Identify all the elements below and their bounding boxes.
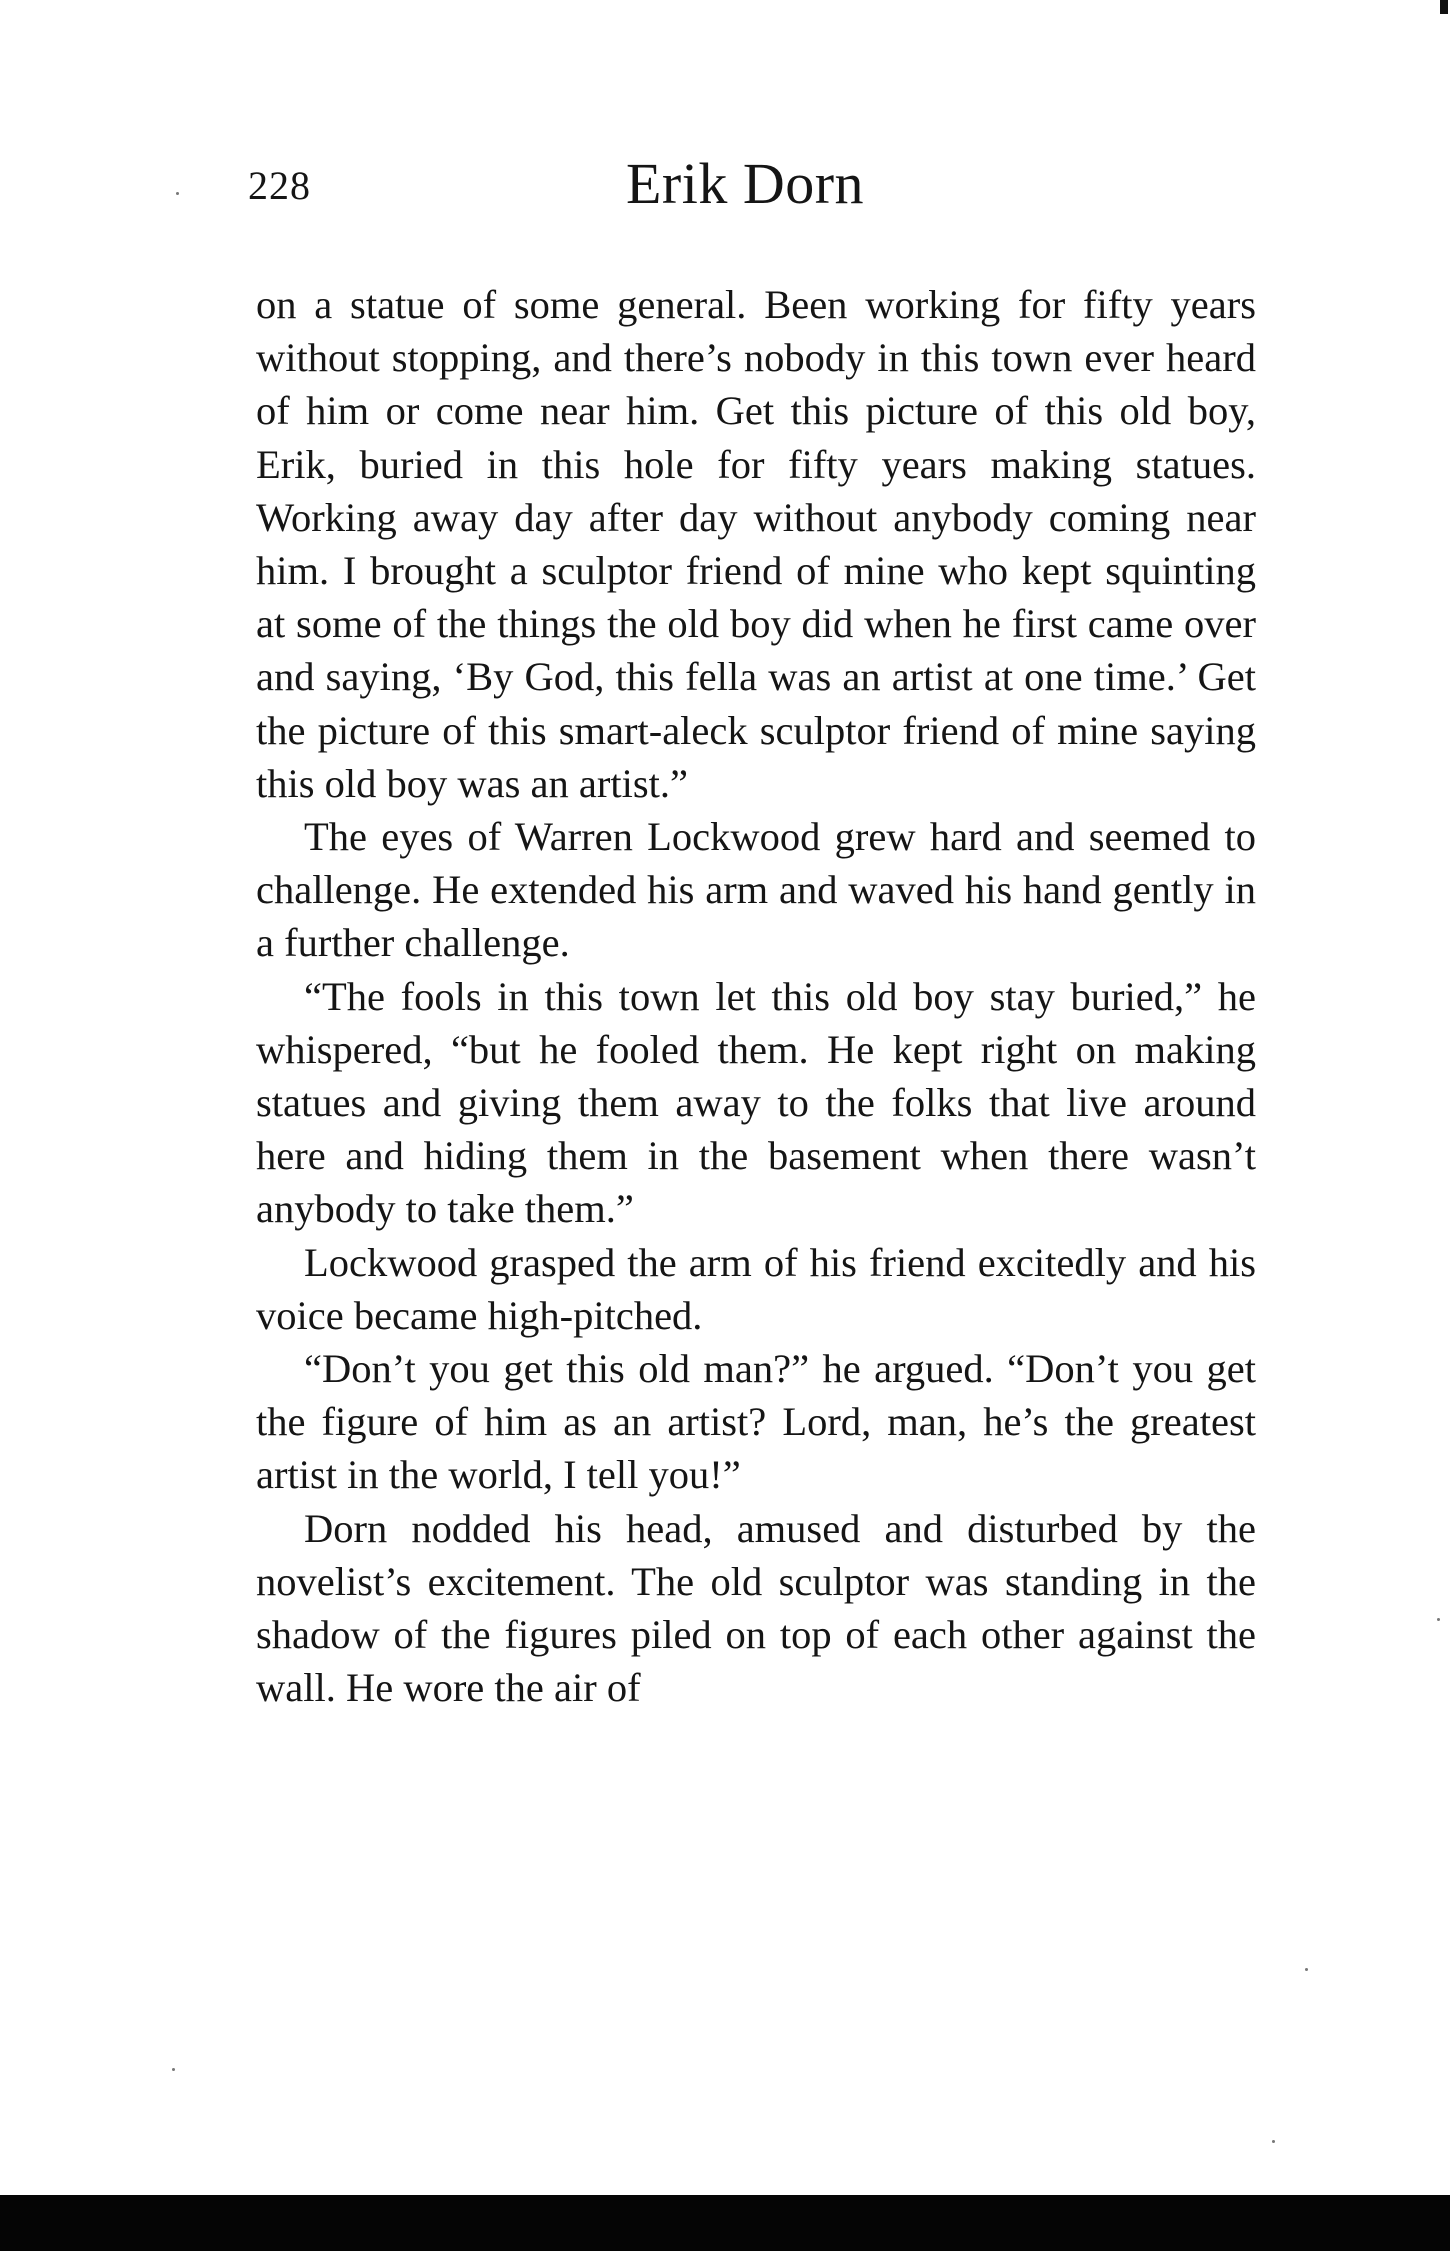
paragraph: The eyes of Warren Lockwood grew hard and seemed to challenge. He extended his arm and waved his hand gently in a further challenge. [256, 814, 1256, 966]
page-number: 228 [248, 163, 311, 208]
scan-speck [176, 192, 179, 195]
page-header [0, 150, 1450, 220]
scan-speck [1272, 2140, 1275, 2143]
scan-speck [172, 2068, 175, 2071]
scan-speck [1437, 1618, 1440, 1621]
paragraph: “The fools in this town let this old boy stay buried,” he whispered, “but he fooled them. He kept right on making statues and giving them away to the folks that live around here and hiding them in the basement when there wasn’t anybody to take them.” [256, 973, 1256, 1232]
body-text [256, 278, 1256, 1714]
scan-edge-mark [1440, 0, 1448, 14]
scan-shadow-bar [0, 2195, 1450, 2251]
paragraph: “Don’t you get this old man?” he argued. “Don’t you get the figure of him as an artist? Lord, man, he’s the greatest artist in the world, I tell you!” [256, 1346, 1256, 1498]
scan-speck [1305, 1968, 1308, 1971]
paragraph-continued: on a statue of some general. Been working for fifty years without stopping, and there’s nobody in this town ever heard of him or come near him. Get this picture of this old boy, Erik, buried in this hole for fifty years making statues. Working away day after day without anybody coming near him. I brought a sculptor friend of mine who kept squinting at some of the things the old boy did when he first came over and saying, ‘By God, this fella was an artist at one time.’ Get the picture of this smart-aleck sculptor friend of mine saying this old boy was an artist.” [256, 282, 1256, 806]
paragraph: Lockwood grasped the arm of his friend excitedly and his voice became high-pitched. [256, 1239, 1256, 1338]
running-title: Erik Dorn [625, 151, 865, 216]
paragraph: Dorn nodded his head, amused and disturbed by the novelist’s excitement. The old sculptor was standing in the shadow of the figures piled on top of each other against the wall. He wore the air of [256, 1505, 1256, 1711]
